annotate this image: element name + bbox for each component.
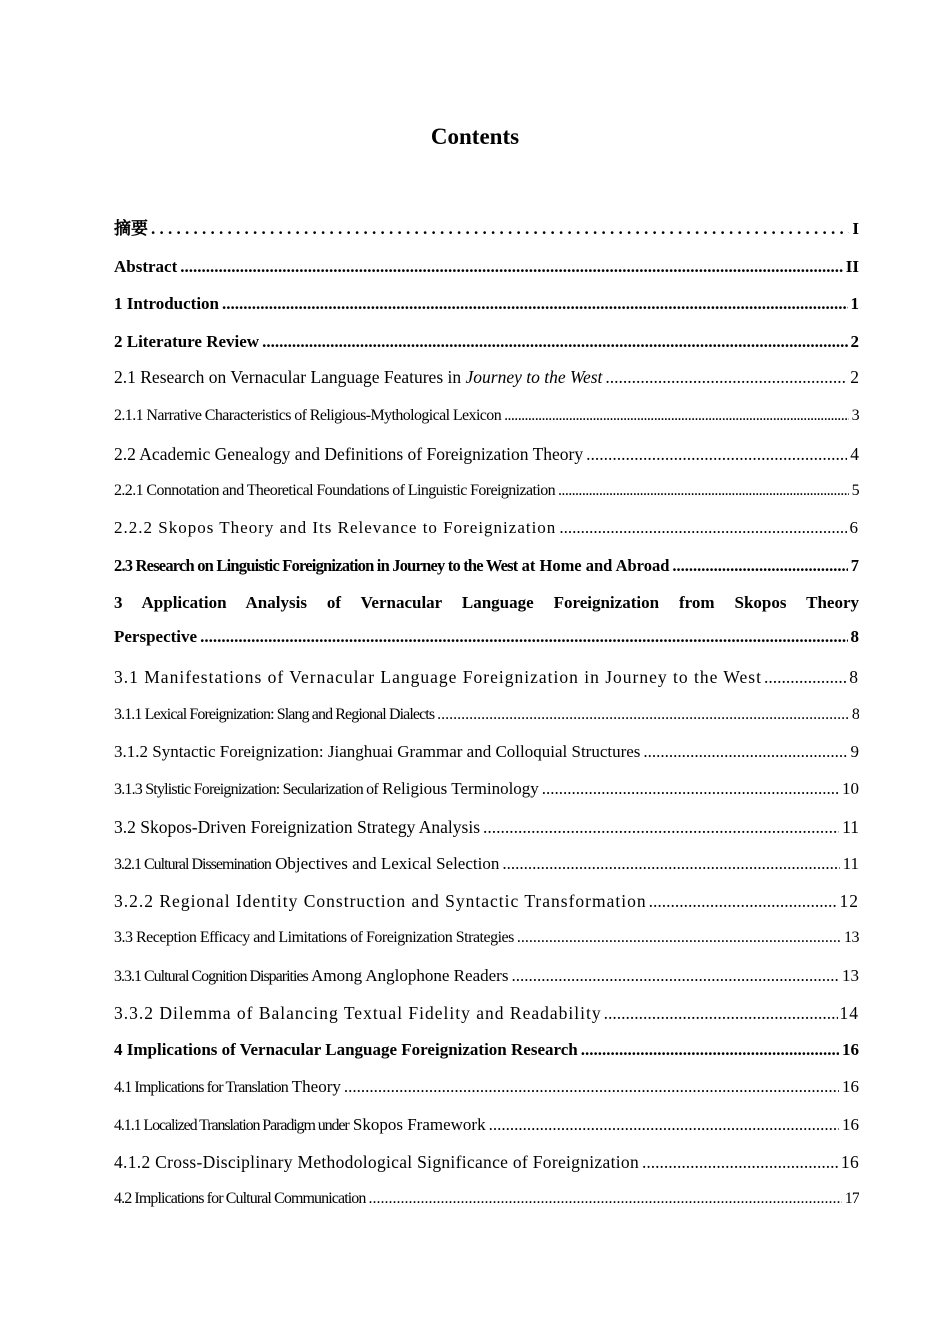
toc-entry-page: 10 xyxy=(842,779,859,798)
toc-entry-3-1-2[interactable] xyxy=(114,741,859,763)
toc-entry-page: 14 xyxy=(839,1003,859,1023)
toc-entry-label: 2.1 Research on Vernacular Language Features in Journey to the West xyxy=(114,367,603,387)
toc-dot-leader xyxy=(586,443,847,465)
toc-entry-3-3[interactable] xyxy=(114,927,859,949)
toc-entry-label: 3.2 Skopos-Driven Foreignization Strategy Analysis xyxy=(114,817,481,837)
toc-entry-label: 3.3 Reception Efficacy and Limitations of Foreignization Strategies xyxy=(114,929,514,946)
toc-entry-label: 2.1.1 Narrative Characteristics of Religious-Mythological Lexicon xyxy=(114,407,502,424)
toc-entry-label: 3.2.1 Cultural Dissemination Objectives and Lexical Selection xyxy=(114,854,500,873)
toc-entry-page: 2 xyxy=(850,367,859,387)
toc-dot-leader xyxy=(483,816,839,838)
toc-entry-4-1-2[interactable] xyxy=(114,1151,859,1173)
toc-entry-page: 8 xyxy=(850,627,859,646)
toc-entry-2-1-1[interactable] xyxy=(114,405,859,427)
toc-entry-3-2-2[interactable] xyxy=(114,890,859,912)
toc-entry-3-line1[interactable] xyxy=(114,592,859,614)
toc-entry-literature-review[interactable] xyxy=(114,331,859,353)
toc-dot-leader xyxy=(672,555,847,577)
toc-entry-label: 3.1.2 Syntactic Foreignization: Jianghuai Grammar and Colloquial Structures xyxy=(114,742,641,761)
toc-entry-abstract-zh[interactable] xyxy=(114,218,859,240)
toc-entry-introduction[interactable] xyxy=(114,293,859,315)
toc-entry-page: 3 xyxy=(851,407,859,424)
toc-dot-leader xyxy=(604,1002,838,1024)
toc-entry-page: 11 xyxy=(842,817,859,837)
toc-entry-page: 5 xyxy=(851,482,859,499)
toc-dot-leader xyxy=(344,1076,839,1098)
toc-dot-leader xyxy=(558,480,849,502)
toc-dot-leader xyxy=(200,626,847,648)
toc-entry-3-1-1[interactable] xyxy=(114,704,859,726)
toc-dot-leader xyxy=(222,293,847,315)
toc-entry-page: 13 xyxy=(842,966,859,985)
toc-entry-abstract[interactable] xyxy=(114,256,859,278)
toc-entry-label: 3.2.2 Regional Identity Construction and Syntactic Transformation xyxy=(114,891,647,911)
toc-entry-page: 12 xyxy=(839,891,859,911)
toc-entry-page: 7 xyxy=(850,556,859,575)
toc-entry-label: 3 Application Analysis of Vernacular Language Foreignization from Skopos Theory xyxy=(114,593,859,612)
toc-dot-leader xyxy=(542,778,839,800)
toc-entry-label: 2.3 Research on Linguistic Foreignization in Journey to the West at Home and Abroad xyxy=(114,556,670,575)
toc-entry-label: 3.1.3 Stylistic Foreignization: Secularization of Religious Terminology xyxy=(114,779,539,798)
toc-entry-page: 11 xyxy=(842,854,859,873)
toc-dot-leader xyxy=(180,256,843,278)
toc-entry-label: 摘要 xyxy=(114,219,148,238)
toc-entry-page: 9 xyxy=(850,742,859,761)
page-title: Contents xyxy=(430,124,520,149)
toc-entry-implications[interactable] xyxy=(114,1039,859,1061)
toc-entry-page: 4 xyxy=(850,444,859,464)
toc-entry-label: 3.1 Manifestations of Vernacular Language Foreignization in Journey to the West xyxy=(114,667,762,687)
toc-entry-3-3-2[interactable] xyxy=(114,1002,859,1024)
toc-entry-3-line2[interactable] xyxy=(114,626,859,648)
toc-dot-leader xyxy=(262,331,847,353)
toc-entry-label: 4 Implications of Vernacular Language Foreignization Research xyxy=(114,1040,578,1059)
toc-entry-label: 2 Literature Review xyxy=(114,332,260,351)
toc-entry-label: 2.2.1 Connotation and Theoretical Foundations of Linguistic Foreignization xyxy=(114,482,556,499)
toc-entry-3-2[interactable] xyxy=(114,816,859,838)
toc-dot-leader xyxy=(642,1151,838,1173)
toc-entry-4-2[interactable] xyxy=(114,1188,859,1210)
toc-entry-2-2-1[interactable] xyxy=(114,480,859,502)
toc-dot-leader xyxy=(649,890,838,912)
toc-dot-leader xyxy=(502,853,839,875)
toc-entry-3-1[interactable] xyxy=(114,666,859,688)
toc-dot-leader xyxy=(517,927,841,949)
toc-dot-leader xyxy=(489,1114,839,1136)
toc-entry-page: 17 xyxy=(844,1190,859,1207)
toc-entry-label: Abstract xyxy=(114,257,178,276)
toc-entry-label: 3.1.1 Lexical Foreignization: Slang and Regional Dialects xyxy=(114,706,435,723)
toc-entry-page: 6 xyxy=(849,518,859,537)
toc-dot-leader xyxy=(643,741,847,763)
toc-entry-label: 2.2.2 Skopos Theory and Its Relevance to Foreignization xyxy=(114,518,557,537)
toc-dot-leader xyxy=(368,1188,841,1210)
toc-entry-page: 2 xyxy=(850,332,859,351)
toc-entry-page: 16 xyxy=(840,1152,859,1172)
toc-entry-label: 2.2 Academic Genealogy and Definitions of Foreignization Theory xyxy=(114,444,584,464)
toc-entry-label: 4.1.1 Localized Translation Paradigm under Skopos Framework xyxy=(114,1115,486,1134)
toc-entry-label: 3.3.1 Cultural Cognition Disparities Among Anglophone Readers xyxy=(114,966,509,985)
toc-entry-page: 1 xyxy=(850,294,859,313)
toc-entry-label: Perspective xyxy=(114,627,198,646)
toc-entry-2-3[interactable] xyxy=(114,555,859,577)
toc-entry-label: 3.3.2 Dilemma of Balancing Textual Fidelity and Readability xyxy=(114,1003,602,1023)
toc-dot-leader xyxy=(559,517,846,539)
toc-entry-2-2[interactable] xyxy=(114,443,859,465)
toc-entry-page: 16 xyxy=(842,1115,859,1134)
toc-entry-4-1-1[interactable] xyxy=(114,1114,859,1137)
toc-dot-leader xyxy=(504,405,848,427)
toc-dot-leader xyxy=(764,666,847,688)
toc-entry-label: 4.1.2 Cross-Disciplinary Methodological Significance of Foreignization xyxy=(114,1152,639,1172)
toc-entry-4-1[interactable] xyxy=(114,1076,859,1099)
toc-entry-page: 16 xyxy=(842,1077,859,1096)
toc-entry-page: 8 xyxy=(849,667,859,687)
toc-entry-page: 16 xyxy=(842,1040,859,1059)
toc-entry-label: 4.2 Implications for Cultural Communication xyxy=(114,1190,366,1207)
toc-entry-2-2-2[interactable] xyxy=(114,517,859,539)
toc-entry-page: II xyxy=(845,257,859,276)
toc-entry-page: 13 xyxy=(844,929,859,946)
toc-entry-3-2-1[interactable] xyxy=(114,853,859,876)
toc-entry-page: I xyxy=(852,219,859,238)
toc-entry-3-3-1[interactable] xyxy=(114,965,859,988)
toc-dot-leader xyxy=(151,218,849,240)
toc-entry-label: 1 Introduction xyxy=(114,294,220,313)
toc-entry-3-1-3[interactable] xyxy=(114,778,859,801)
toc-entry-2-1[interactable] xyxy=(114,366,859,388)
toc-entry-page: 8 xyxy=(851,706,859,723)
toc-dot-leader xyxy=(581,1039,839,1061)
toc-entry-label: 4.1 Implications for Translation Theory xyxy=(114,1077,341,1096)
toc-dot-leader xyxy=(437,704,849,726)
toc-dot-leader xyxy=(511,965,839,987)
toc-dot-leader xyxy=(605,366,847,388)
